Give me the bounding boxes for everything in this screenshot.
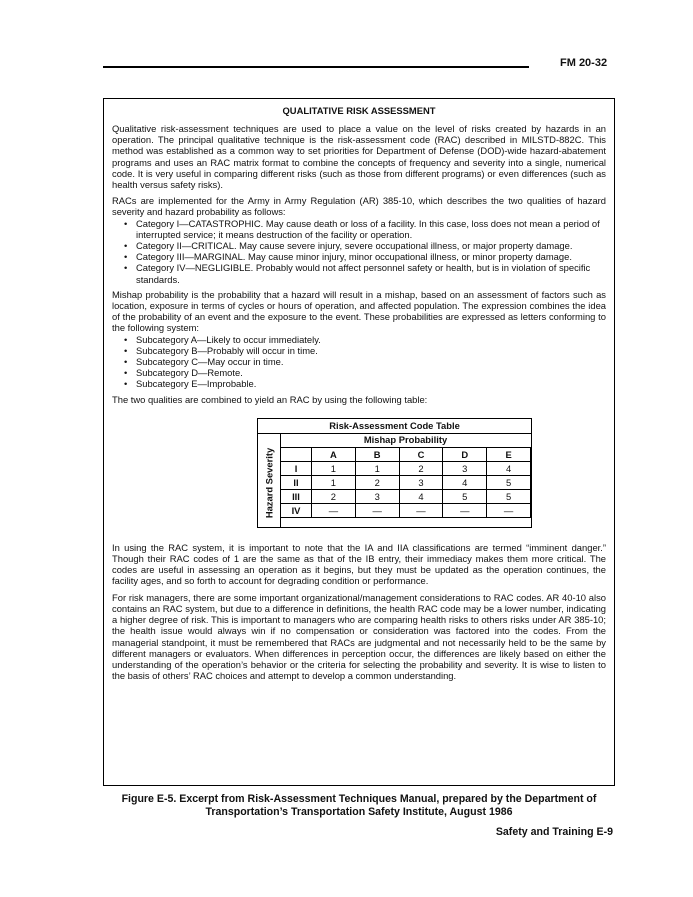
list-item: • Subcategory E—Improbable.: [124, 378, 257, 390]
list-item: • Subcategory B—Probably will occur in time.: [124, 344, 318, 356]
table-cell: 5: [487, 489, 531, 503]
bullet-icon: •: [124, 262, 128, 274]
caption-line-1: Figure E-5. Excerpt from Risk-Assessment Techniques Manual, prepared by the Department of: [121, 793, 597, 805]
page-footer: Safety and Training E-9: [495, 826, 613, 838]
list-item: • Category I—CATASTROPHIC. May cause death or loss of a facility. In this case, loss does not mean a period of interrupted service; it means destruction of the facility or operation.: [124, 217, 600, 240]
table-cell: 1: [312, 461, 356, 475]
table-row: [281, 461, 531, 475]
table-cell: —: [312, 503, 356, 517]
box-title: QUALITATIVE RISK ASSESSMENT: [282, 105, 436, 116]
hazard-severity-column: [258, 433, 281, 527]
table-cell: 4: [443, 475, 487, 489]
header-rule: [103, 66, 529, 68]
bullet-icon: •: [124, 378, 128, 390]
column-header: C: [399, 447, 443, 461]
rac-table: [257, 418, 532, 528]
table-cell: 3: [399, 475, 443, 489]
table-header-row: [281, 447, 531, 461]
table-row: [281, 489, 531, 503]
column-header: A: [312, 447, 356, 461]
table-cell: —: [399, 503, 443, 517]
severity-list: [112, 218, 606, 285]
table-row: [281, 475, 531, 489]
bullet-icon: •: [124, 240, 128, 252]
table-cell: 5: [487, 475, 531, 489]
list-item: • Subcategory D—Remote.: [124, 367, 243, 379]
paragraph-rac-system: In using the RAC system, it is important to note that the IA and IIA classifications are termed “imminent danger.” Though their RAC codes of 1 are the same as that of the IB entry, their immediacy makes them more critical. The codes are useful in assessing an operation as it begins, but they must be updated as the operation continues, the facility ages, and so forth to account for degrading condition or performance.: [112, 541, 606, 587]
table-cell: 2: [355, 475, 399, 489]
bullet-icon: •: [124, 344, 128, 356]
list-item: • Subcategory C—May occur in time.: [124, 356, 284, 368]
table-cell: 4: [487, 461, 531, 475]
column-header: D: [443, 447, 487, 461]
paragraph-mishap: Mishap probability is the probability that a hazard will result in a mishap, based on an assessment of factors such as location, exposure in terms of cycles or hours of operation, and affected population. The expression combines the idea of the probability of an event and the exposure to the event. These probabilities are expressed as letters conforming to the following system:: [112, 288, 606, 334]
paragraph-racs: RACs are implemented for the Army in Army Regulation (AR) 385-10, which describes the two qualities of hazard severity and hazard probability as follows:: [112, 195, 606, 218]
bullet-icon: •: [124, 333, 128, 345]
table-cell: 3: [355, 489, 399, 503]
paragraph-risk-managers: For risk managers, there are some important organizational/management considerations to RAC codes. AR 40-10 also contains an RAC system, but due to a difference in definitions, the health RAC code may be a lower number, indicating a higher degree of risk. This is important to managers who are comparing health risks to others risks under AR 385-10; the health issue would always win if no compensation or consideration was factored into the codes. From the managerial standpoint, it must be remembered that RACs are judgmental and not necessarily held to be the same by different managers or evaluators. When differences in perception occur, the differences are likely based on either the understanding of the operation’s behavior or the criteria for selecting the probability and severity. It is wise to listen to the basis of others’ RAC choices and attempt to develop a common understanding.: [112, 591, 606, 682]
bullet-icon: •: [124, 251, 128, 263]
list-item: • Subcategory A—Likely to occur immediately.: [124, 333, 321, 345]
table-cell: 1: [355, 461, 399, 475]
rac-table-title: Risk-Assessment Code Table: [258, 419, 531, 434]
table-cell: —: [443, 503, 487, 517]
row-header: II: [281, 475, 312, 489]
corner-cell: [281, 447, 312, 461]
paragraph-combine: The two qualities are combined to yield an RAC by using the following table:: [112, 393, 428, 405]
column-header: B: [355, 447, 399, 461]
mishap-probability-header: Mishap Probability: [280, 433, 531, 448]
column-header: E: [487, 447, 531, 461]
list-item: • Category II—CRITICAL. May cause severe injury, severe occupational illness, or major property damage.: [124, 240, 573, 252]
table-cell: 4: [399, 489, 443, 503]
list-item: • Category III—MARGINAL. May cause minor injury, minor occupational illness, or minor property damage.: [124, 251, 572, 263]
probability-list: [112, 334, 606, 390]
table-row: [281, 503, 531, 517]
table-cell: —: [355, 503, 399, 517]
row-header: I: [281, 461, 312, 475]
rac-grid: [280, 447, 531, 518]
table-cell: 2: [312, 489, 356, 503]
table-cell: 1: [312, 475, 356, 489]
row-header: IV: [281, 503, 312, 517]
paragraph-intro: Qualitative risk-assessment techniques are used to place a value on the level of risks created by hazards in an operation. The principal qualitative technique is the risk-assessment code (RAC) described in MILSTD-882C. This method was established as a common way to set priorities for Department of Defense (DOD)-wide hazard-abatement programs and uses an RAC matrix format to combine the concepts of frequency and severity into a single, numerical code. It is very useful in comparing different risks (such as those from different programs) or even differences (such as health versus safety risks).: [112, 123, 606, 191]
bullet-icon: •: [124, 367, 128, 379]
figure-caption: [103, 793, 615, 819]
page-header-code: FM 20-32: [560, 57, 608, 69]
table-cell: 5: [443, 489, 487, 503]
bullet-icon: •: [124, 356, 128, 368]
list-item: • Category IV—NEGLIGIBLE. Probably would not affect personnel safety or health, but is in violation of specific standards.: [124, 262, 591, 285]
hazard-severity-label: Hazard Severity: [263, 447, 275, 519]
caption-line-2: Transportation’s Transportation Safety Institute, August 1986: [205, 806, 513, 818]
table-cell: —: [487, 503, 531, 517]
table-cell: 2: [399, 461, 443, 475]
table-cell: 3: [443, 461, 487, 475]
row-header: III: [281, 489, 312, 503]
excerpt-box: [103, 98, 615, 786]
bullet-icon: •: [124, 217, 128, 229]
